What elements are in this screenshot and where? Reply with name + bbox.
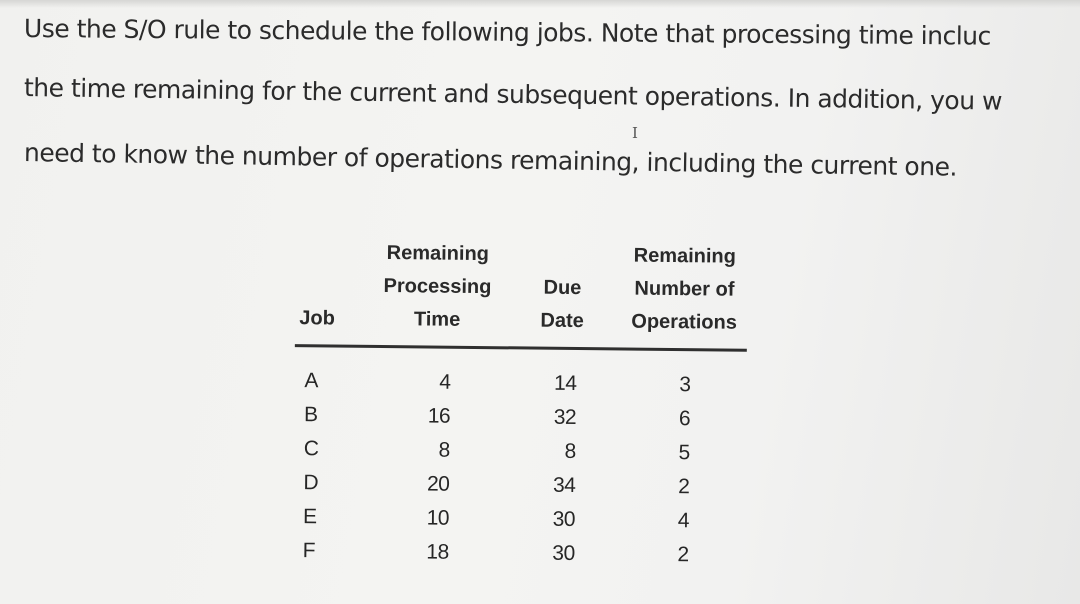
column-job bbox=[303, 364, 329, 568]
instructions-line-2: the time remaining for the current and subsequent operations. In addition, you w bbox=[23, 73, 1003, 116]
table-cell-processing: 20 bbox=[426, 472, 450, 496]
table-cell-job: C bbox=[303, 437, 319, 461]
table-cell-operations: 5 bbox=[678, 441, 690, 465]
header-line: Remaining bbox=[386, 242, 490, 266]
header-job-line: Job bbox=[299, 307, 336, 330]
table-cell-processing: 16 bbox=[427, 404, 451, 428]
header-line: Time bbox=[413, 308, 461, 331]
table-cell-operations: 2 bbox=[677, 543, 689, 567]
table-cell-due: 32 bbox=[553, 405, 577, 430]
instructions-line-1: Use the S/O rule to schedule the following jobs. Note that processing time incluc bbox=[23, 14, 991, 51]
table-cell-processing: 4 bbox=[439, 370, 451, 394]
instructions-line-3: need to know the number of operations remaining, including the current one. bbox=[23, 138, 958, 182]
header-line: Remaining bbox=[633, 244, 737, 268]
table-cell-processing: 10 bbox=[426, 506, 450, 530]
table-cell-processing: 8 bbox=[438, 438, 450, 462]
table-cell-operations: 6 bbox=[678, 407, 691, 431]
table-cell-operations: 2 bbox=[678, 475, 690, 499]
jobs-table bbox=[284, 236, 758, 581]
table-cell-due: 30 bbox=[552, 541, 575, 566]
table-cell-job: D bbox=[303, 471, 319, 495]
table-cell-operations: 3 bbox=[679, 373, 691, 397]
screen-top-edge bbox=[0, 0, 1080, 8]
column-due-date bbox=[535, 367, 577, 571]
table-cell-due: 34 bbox=[552, 473, 576, 498]
header-remaining-processing-time bbox=[367, 237, 508, 337]
table-cell-due: 14 bbox=[553, 371, 577, 396]
table-cell-job: A bbox=[304, 369, 319, 393]
header-job bbox=[287, 302, 347, 336]
table-cell-due: 8 bbox=[564, 439, 576, 464]
header-line: Number of bbox=[634, 277, 735, 301]
text-cursor-icon: I bbox=[632, 124, 638, 142]
header-remaining-operations bbox=[619, 239, 750, 339]
header-line: Due bbox=[543, 276, 582, 300]
header-line: Operations bbox=[631, 310, 738, 334]
column-operations bbox=[669, 368, 691, 572]
header-line: Processing bbox=[383, 275, 492, 299]
table-cell-job: B bbox=[304, 403, 318, 427]
header-line: Date bbox=[540, 309, 584, 333]
header-divider bbox=[295, 344, 747, 352]
table-cell-job: F bbox=[302, 539, 316, 563]
table-cell-job: E bbox=[302, 505, 317, 529]
header-due-date bbox=[532, 272, 593, 339]
table-cell-due: 30 bbox=[552, 507, 576, 532]
table-cell-processing: 18 bbox=[426, 540, 449, 564]
column-processing-time bbox=[405, 365, 451, 569]
table-cell-operations: 4 bbox=[677, 509, 690, 533]
